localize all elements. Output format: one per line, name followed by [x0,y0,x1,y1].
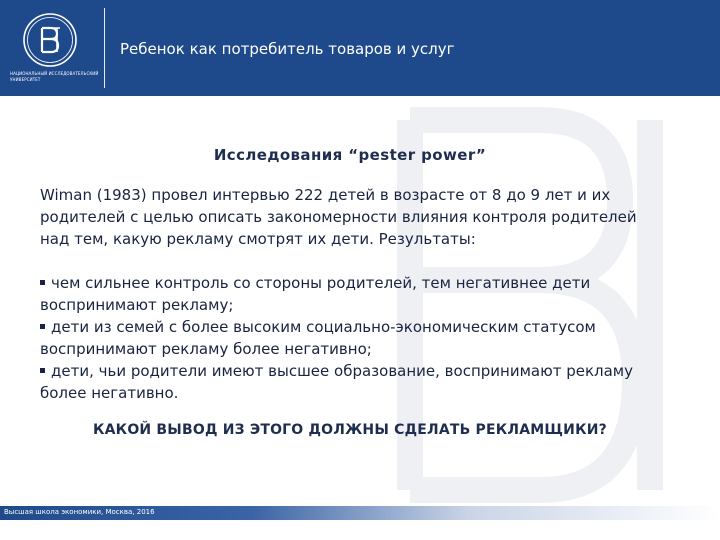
bullet-item [40,360,660,404]
logo-caption: НАЦИОНАЛЬНЫЙ ИССЛЕДОВАТЕЛЬСКИЙ УНИВЕРСИТЕТ [10,71,99,82]
hse-logo-emblem-icon [22,12,78,68]
header-divider [104,8,105,88]
section-heading: Исследования “pester power” [213,146,487,164]
bullet-square-icon [40,324,45,329]
bullet-text: дети, чьи родители имеют высшее образование, воспринимают рекламу более негативно. [40,362,634,402]
bullet-square-icon [40,280,45,285]
bullet-item [40,316,660,360]
bullet-item [40,272,660,316]
footer [0,506,720,520]
bullet-text: дети из семей с более высоким социально-экономическим статусом воспринимают рекламу более негативно; [40,318,596,358]
hse-logo [10,10,102,90]
bullet-text: чем сильнее контроль со стороны родителей, тем негативнее дети воспринимают рекламу; [40,274,591,314]
question-text: КАКОЙ ВЫВОД ИЗ ЭТОГО ДОЛЖНЫ СДЕЛАТЬ РЕКЛАМЩИКИ? [93,422,607,438]
footer-text: Высшая школа экономики, Москва, 2016 [4,508,155,516]
header-bar [0,0,720,96]
intro-paragraph: Wiman (1983) провел интервью 222 детей в возрасте от 8 до 9 лет и их родителей с целью описать закономерности влияния контроля родителей над тем, какую рекламу смотрят их дети. Результаты: [40,186,637,248]
bullet-square-icon [40,368,45,373]
page-title: Ребенок как потребитель товаров и услуг [120,40,455,58]
main-content [40,146,660,452]
